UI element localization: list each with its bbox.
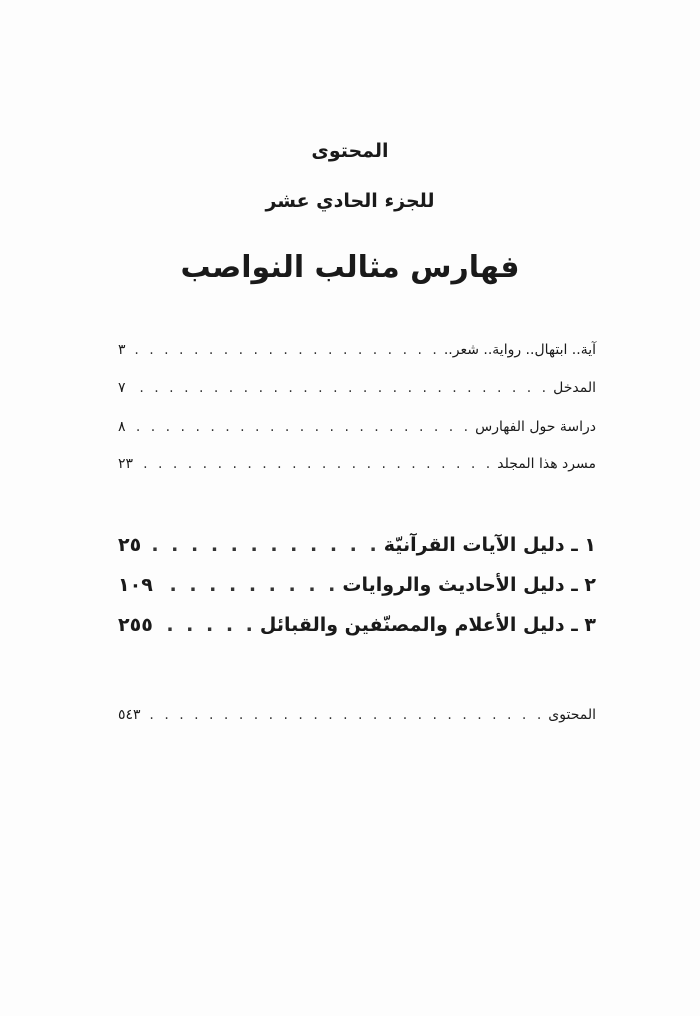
dot-leader [157,574,339,596]
dot-leader [130,380,550,396]
index-entry-page: ١٠٩ [118,574,153,596]
index-entry [118,574,596,596]
index-entry-label: ١ ـ دليل الآيات القرآنيّة [383,534,596,556]
contents-heading: المحتوى [311,140,389,162]
dot-leader [157,614,256,636]
index-entry-page: ٢٥ [118,534,142,556]
dot-leader [130,342,440,358]
index-entry [118,614,596,636]
dot-leader [130,419,472,435]
toc-entry-label: المدخل [553,380,596,396]
toc-entry-page: ٧ [118,380,126,396]
toc-entry-label: المحتوى [548,707,596,723]
toc-entry-label: آية.. ابتهال.. رواية.. شعر.. [443,342,596,358]
toc-entry [118,380,596,396]
dot-leader [145,534,380,556]
index-entry [118,534,596,556]
toc-entry-page: ٨ [118,419,126,435]
toc-entry-page: ٥٤٣ [118,707,141,723]
toc-entry-page: ٢٣ [118,456,134,472]
index-entry-page: ٢٥٥ [118,614,153,636]
index-entry-label: ٣ ـ دليل الأعلام والمصنّفين والقبائل [259,614,596,636]
dot-leader [145,707,545,723]
book-title: فهارس مثالب النواصب [180,250,520,285]
volume-subtitle: للجزء الحادي عشر [265,190,435,212]
index-entry-label: ٢ ـ دليل الأحاديث والروايات [342,574,596,596]
toc-entry [118,342,596,358]
toc-entry-label: دراسة حول الفهارس [475,419,596,435]
toc-entry-contents [118,707,596,723]
toc-entry-page: ٣ [118,342,126,358]
toc-entry [118,419,596,435]
dot-leader [137,456,493,472]
toc-entry-label: مسرد هذا المجلد [497,456,596,472]
toc-entry [118,456,596,472]
